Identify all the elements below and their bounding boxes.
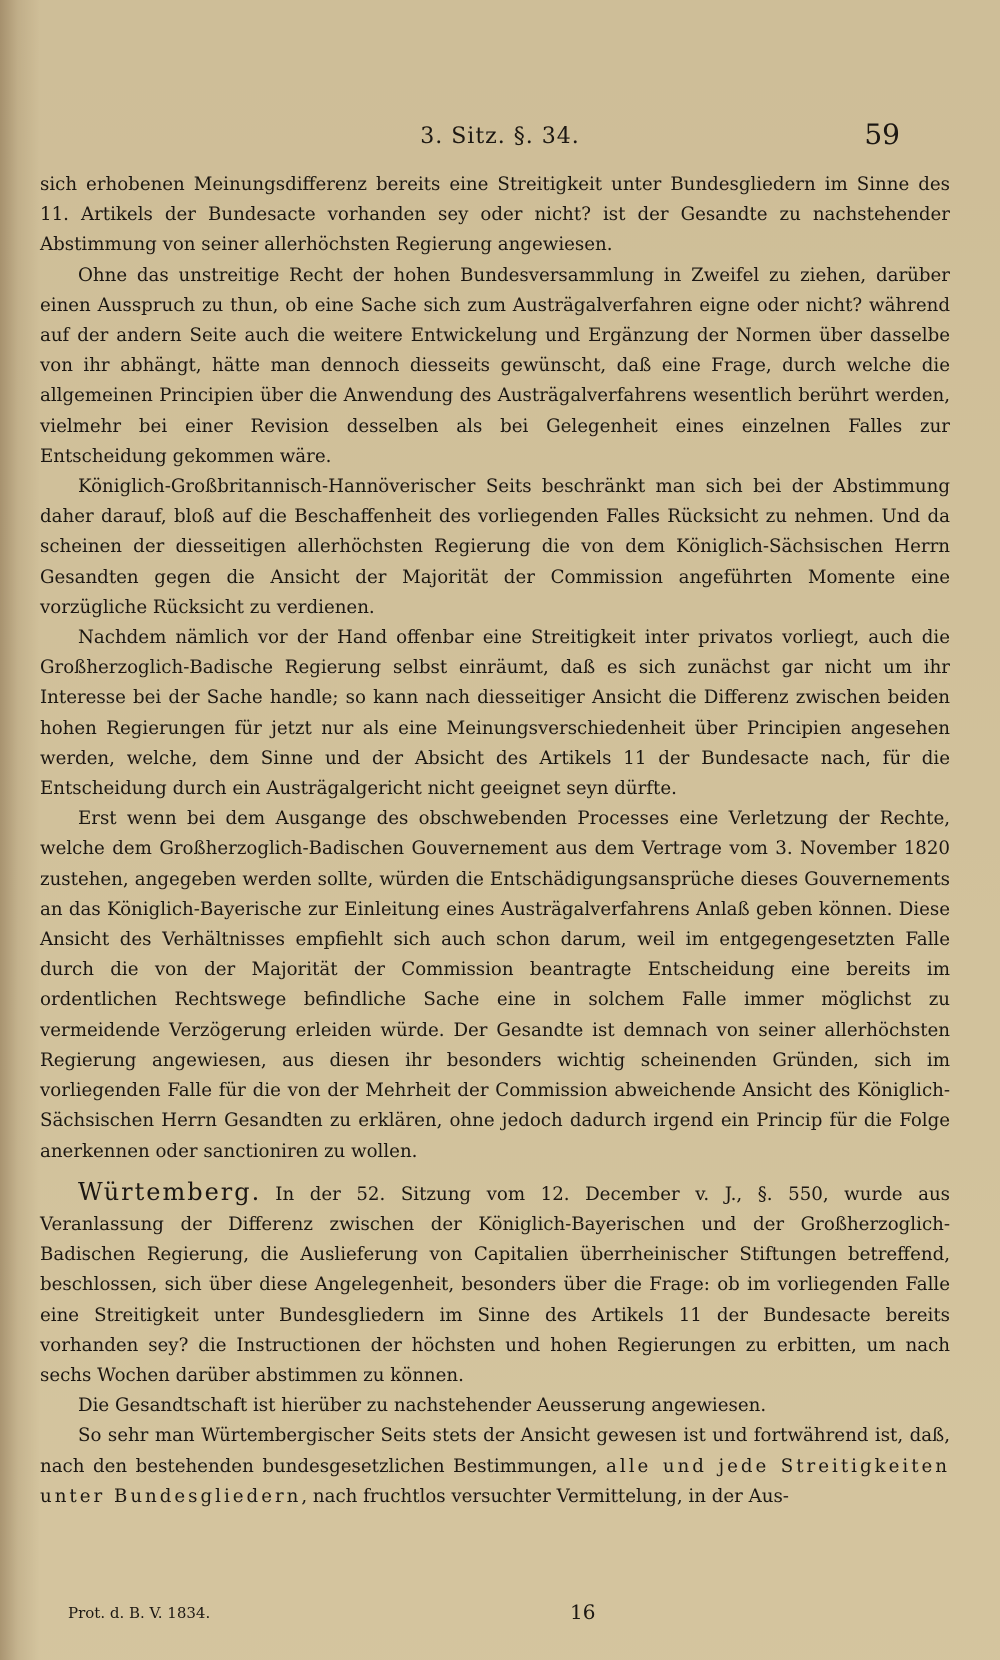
running-head-title: 3. Sitz. §. 34. — [420, 124, 580, 149]
footer-source: Prot. d. B. V. 1834. — [68, 1604, 211, 1622]
page-footer — [40, 1600, 950, 1630]
section-paragraph — [40, 1177, 950, 1391]
running-head — [40, 118, 960, 158]
section-text: In der 52. Sitzung vom 12. December v. J., §. 550, wurde aus Veranlassung der Differenz zwischen der Königlich-Bayerischen und der Großherzoglich-Badischen Regierung, die Auslieferung von Capitalien überrheinischer Stiftungen betreffend, beschlossen, sich über diese Angelegenheit, besonders über die Frage: ob im vorliegenden Falle eine Streitigkeit unter Bundesgliedern im Sinne des Artikels 11 der Bundesacte bereits vorhanden sey? die Instructionen der höchsten und hohen Regierungen zu erbitten, um nach sechs Wochen darüber abstimmen zu können. — [40, 1183, 950, 1386]
page-number: 59 — [864, 118, 900, 151]
paragraph: Erst wenn bei dem Ausgange des obschwebenden Processes eine Verletzung der Rechte, welche dem Großherzoglich-Badischen Gouvernement aus dem Vertrage vom 3. November 1820 zustehen, angegeben werden sollte, würden die Entschädigungsansprüche dieses Gouvernements an das Königlich-Bayerische zur Einleitung eines Austrägalverfahrens Anlaß geben können. Diese Ansicht des Verhältnisses empfiehlt sich auch schon darum, weil im entgegengesetzten Falle durch die von der Majorität der Commission beantragte Entscheidung eine bereits im ordentlichen Rechtswege befindliche Sache eine in solchem Falle immer möglichst zu vermeidende Verzögerung erleiden würde. Der Gesandte ist demnach von seiner allerhöchsten Regierung angewiesen, aus diesen ihr besonders wichtig scheinenden Gründen, sich im vorliegenden Falle für die von der Mehrheit der Commission abweichende Ansicht des Königlich-Sächsischen Herrn Gesandten zu erklären, ohne jedoch dadurch irgend ein Princip für die Folge anerkennen oder sanctioniren zu wollen. — [40, 808, 950, 1162]
section-title: Würtemberg. — [78, 1177, 262, 1206]
paragraph: Ohne das unstreitige Recht der hohen Bundesversammlung in Zweifel zu ziehen, darüber einen Ausspruch zu thun, ob eine Sache sich zum Austrägalverfahren eigne oder nicht? während auf der andern Seite auch die weitere Entwickelung und Ergänzung der Normen über dasselbe von ihr abhängt, hätte man dennoch diesseits gewünscht, daß eine Frage, durch welche die allgemeinen Principien über die Anwendung des Austrägalverfahrens wesentlich berührt werden, vielmehr bei einer Revision desselben als bei Gelegenheit eines einzelnen Falles zur Entscheidung gekommen wäre. — [40, 264, 950, 467]
paragraph: Die Gesandtschaft ist hierüber zu nachstehender Aeusserung angewiesen. — [78, 1395, 767, 1417]
paragraph-last — [40, 1421, 950, 1512]
paragraph-lead: So sehr man Würtembergischer Seits stets der Ansicht gewesen ist und fortwährend ist, daß, nach den bestehenden bundesgesetzlichen Bestimmungen, — [40, 1425, 950, 1477]
paragraph-tail: , nach fruchtlos versuchter Vermittelung, in der Aus- — [301, 1485, 789, 1507]
body-text — [40, 170, 950, 1512]
paragraph-continuation: sich erhobenen Meinungsdifferenz bereits eine Streitigkeit unter Bundesgliedern im Sinne des 11. Artikels der Bundesacte vorhanden sey oder nicht? ist der Gesandte zu nachstehender Abstimmung von seiner allerhöchsten Regierung angewiesen. — [40, 174, 950, 256]
paragraph: Königlich-Großbritannisch-Hannöverischer Seits beschränkt man sich bei der Abstimmung daher darauf, bloß auf die Beschaffenheit des vorliegenden Falles Rücksicht zu nehmen. Und da scheinen der diesseitigen allerhöchsten Regierung die von dem Königlich-Sächsischen Herrn Gesandten gegen die Ansicht der Majorität der Commission angeführten Momente eine vorzügliche Rücksicht zu verdienen. — [40, 476, 950, 618]
paragraph: Nachdem nämlich vor der Hand offenbar eine Streitigkeit inter privatos vorliegt, auch die Großherzoglich-Badische Regierung selbst einräumt, daß es sich zunächst gar nicht um ihr Interesse bei der Sache handle; so kann nach diesseitiger Ansicht die Differenz zwischen beiden hohen Regierungen für jetzt nur als eine Meinungsverschiedenheit über Principien angesehen werden, welche, dem Sinne und der Absicht des Artikels 11 der Bundesacte nach, für die Entscheidung durch ein Austrägalgericht nicht geeignet seyn dürfte. — [40, 627, 950, 800]
signature-mark: 16 — [570, 1600, 596, 1624]
spaced-emphasis: alle und jede Streitigkeiten unter Bundesgliedern — [40, 1455, 950, 1507]
